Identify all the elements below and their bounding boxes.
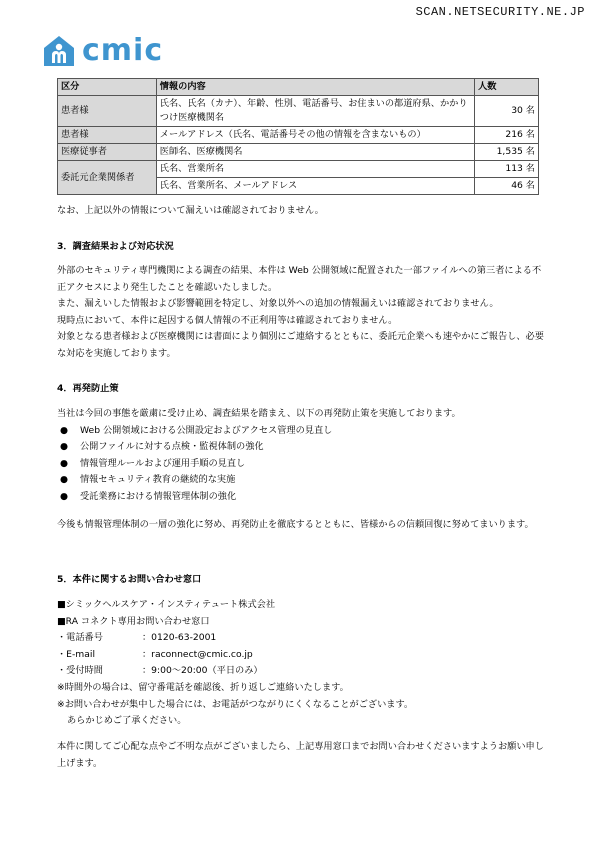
cmic-logo-icon <box>42 34 76 68</box>
contact-hours: ：9:00～20:00（平日のみ） <box>142 665 263 677</box>
table-note: なお、上記以外の情報について漏えいは確認されておりません。 <box>57 205 324 216</box>
section3-paragraph: 対象となる患者様および医療機関には書面により個別にご連絡するとともに、委託元企業へも速やかにご報告し、必要な対応を実施しております。 <box>57 331 544 359</box>
section4-heading: 4．再発防止策 <box>57 383 119 394</box>
table-cell-count: 30 名 <box>475 96 539 127</box>
bullet-icon: ● <box>60 441 69 453</box>
list-item: ● Web 公開領域における公開設定およびアクセス管理の見直し <box>57 423 547 440</box>
contact-email-row: ・E-mail ：raconnect@cmic.co.jp <box>57 647 547 664</box>
company-logo <box>42 34 163 68</box>
table-header-category: 区分 <box>58 79 157 96</box>
table-header-row <box>58 79 539 96</box>
list-item: ● 情報管理ルールおよび運用手順の見直し <box>57 456 547 473</box>
list-item: ● 受託業務における情報管理体制の強化 <box>57 489 547 506</box>
section5-body <box>57 597 547 730</box>
table-cell-count: 216 名 <box>475 127 539 144</box>
contact-phone-row: ・電話番号 ：0120-63-2001 <box>57 630 547 647</box>
contact-desk: ■RA コネクト専用お問い合わせ窓口 <box>57 615 210 627</box>
contact-hours-row: ・受付時間 ：9:00～20:00（平日のみ） <box>57 663 547 680</box>
contact-email: ：raconnect@cmic.co.jp <box>142 648 253 660</box>
list-item: ● 公開ファイルに対する点検・監視体制の強化 <box>57 439 547 456</box>
table-cell-content: 氏名、氏名（カナ）、年齢、性別、電話番号、お住まいの都道府県、かかりつけ医療機関名 <box>156 96 474 127</box>
section3-heading: 3．調査結果および対応状況 <box>57 241 174 252</box>
table-header-count: 人数 <box>475 79 539 96</box>
section3-body <box>57 263 547 363</box>
table-cell-category: 患者様 <box>58 127 157 144</box>
section3-paragraph: 現時点において、本件に起因する個人情報の不正利用等は確認されておりません。 <box>57 314 398 326</box>
contact-note: ※お問い合わせが集中した場合には、お電話がつながりにくくなることがございます。 <box>57 698 414 710</box>
table-cell-content: 氏名、営業所名、メールアドレス <box>156 178 474 195</box>
table-cell-content: 医師名、医療機関名 <box>156 144 474 161</box>
table-cell-count: 46 名 <box>475 178 539 195</box>
section5-heading: 5．本件に関するお問い合わせ窓口 <box>57 574 202 585</box>
watermark-text: SCAN.NETSECURITY.NE.JP <box>415 5 585 19</box>
section4-intro: 当社は今回の事態を厳粛に受け止め、調査結果を踏まえ、以下の再発防止策を実施しております。 <box>57 408 461 419</box>
logo-wordmark: cmic <box>82 33 164 68</box>
table-cell-category: 委託元企業関係者 <box>58 161 157 195</box>
bullet-icon: ● <box>60 474 69 486</box>
bullet-icon: ● <box>60 457 69 469</box>
table-cell-category: 医療従事者 <box>58 144 157 161</box>
table-row <box>58 144 539 161</box>
bullet-icon: ● <box>60 424 69 436</box>
table-cell-count: 113 名 <box>475 161 539 178</box>
bullet-icon: ● <box>60 490 69 502</box>
contact-note: あらかじめご了承ください。 <box>67 715 187 727</box>
table-cell-content: 氏名、営業所名 <box>156 161 474 178</box>
contact-company: ■シミックヘルスケア・インスティテュート株式会社 <box>57 599 276 610</box>
table-row <box>58 127 539 144</box>
table-cell-count: 1,535 名 <box>475 144 539 161</box>
list-item: ● 情報セキュリティ教育の継続的な実施 <box>57 472 547 489</box>
table-row <box>58 161 539 178</box>
section3-paragraph: 外部のセキュリティ専門機関による調査の結果、本件は Web 公開領域に配置された一部ファイルへの第三者による不正アクセスにより発生したことを確認いたしました。 <box>57 265 542 293</box>
section4-closing: 今後も情報管理体制の一層の強化に努め、再発防止を徹底するとともに、皆様からの信頼回復に努めてまいります。 <box>57 519 534 530</box>
contact-phone: ：0120-63-2001 <box>142 632 217 644</box>
contact-note: ※時間外の場合は、留守番電話を確認後、折り返しご連絡いたします。 <box>57 681 349 693</box>
section5-closing: 本件に関してご心配な点やご不明な点がございましたら、上記専用窓口までお問い合わせくださいますようお願い申し上げます。 <box>57 741 544 769</box>
leaked-info-table <box>57 78 539 195</box>
section4-body <box>57 406 547 506</box>
table-cell-category: 患者様 <box>58 96 157 127</box>
section3-paragraph: また、漏えいした情報および影響範囲を特定し、対象以外への追加の情報漏えいは確認されておりません。 <box>57 298 499 310</box>
table-cell-content: メールアドレス（氏名、電話番号その他の情報を含まないもの） <box>156 127 474 144</box>
table-row <box>58 96 539 127</box>
table-header-content: 情報の内容 <box>156 79 474 96</box>
